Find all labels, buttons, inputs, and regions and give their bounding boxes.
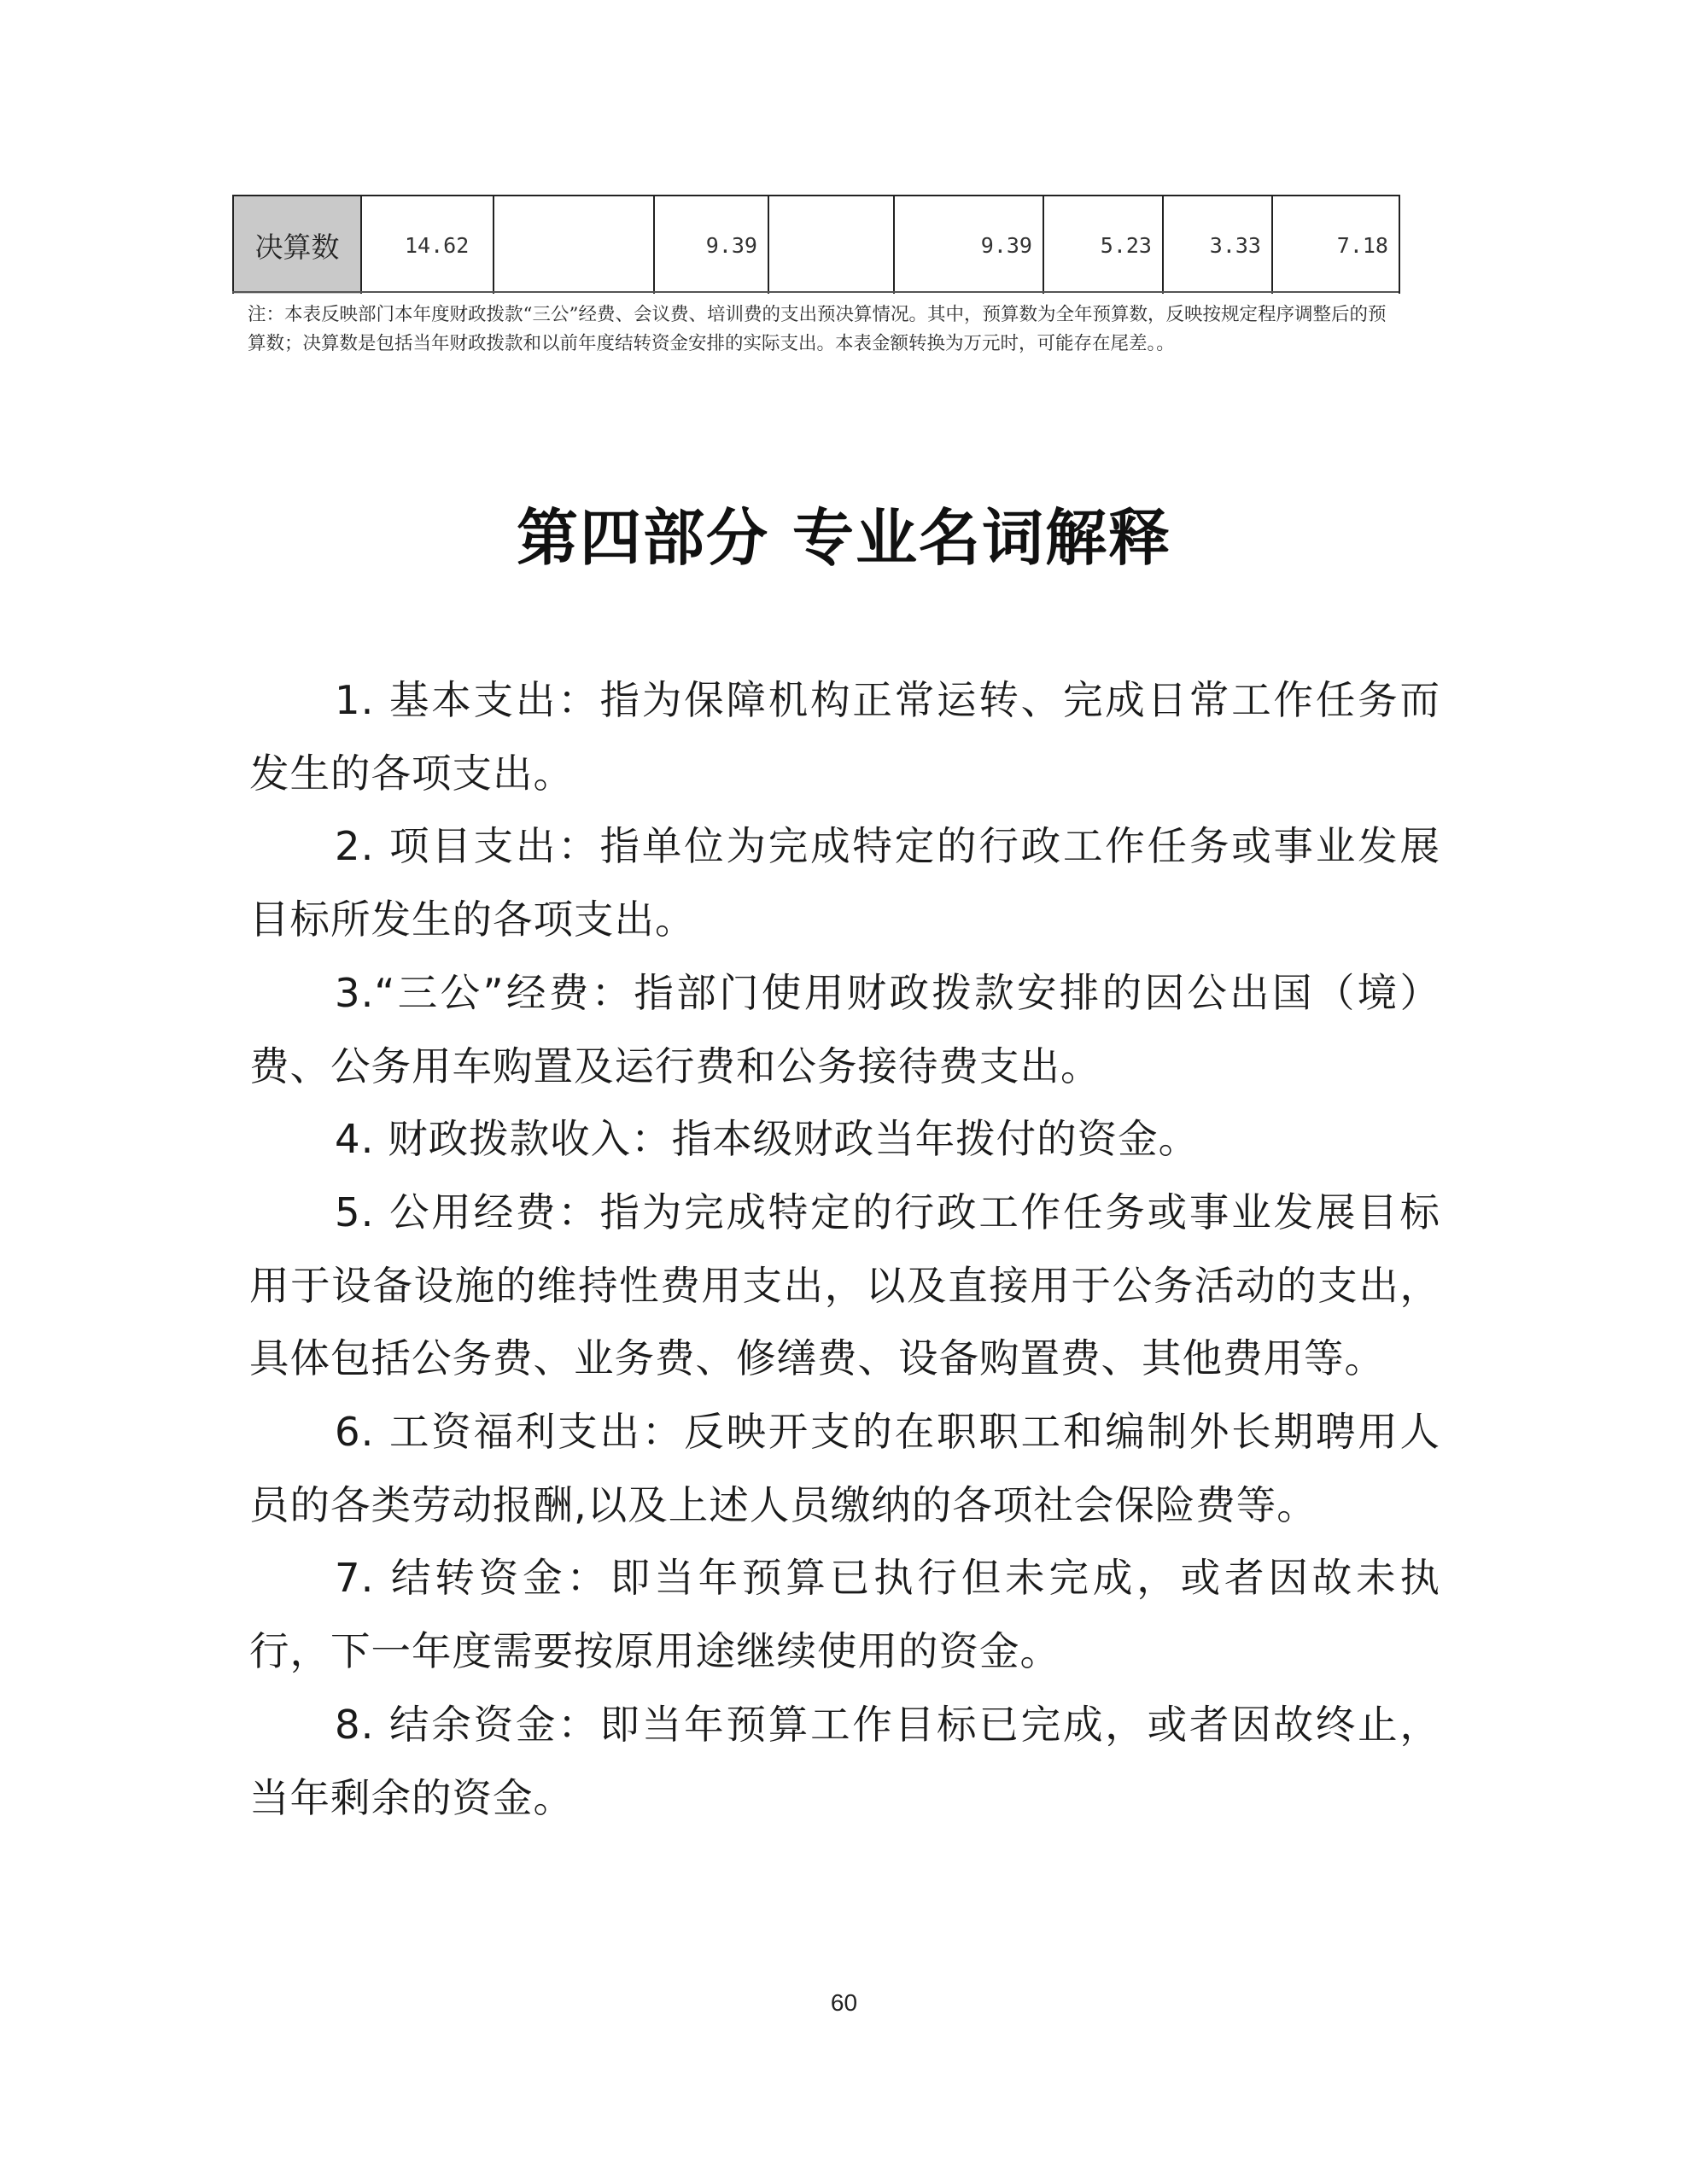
table-cell: 7.18 (1272, 196, 1399, 294)
table-note: 注：本表反映部门本年度财政拨款“三公”经费、会议费、培训费的支出预决算情况。其中，预算数为全年预算数，反映按规定程序调整后的预算数；决算数是包括当年财政拨款和以前年度结转资金安排的实际支出。本表金额转换为万元时，可能存在尾差。。 (248, 304, 1387, 354)
definition-item (249, 1103, 1440, 1177)
definition-text: 即当年预算已执行但未完成，或者因故未执行，下一年度需要按原用途继续使用的资金。 (249, 1555, 1440, 1675)
table-cell: 3.33 (1163, 196, 1272, 294)
definition-term: 8. 结余资金： (335, 1701, 600, 1748)
definition-text: 指为完成特定的行政工作任务或事业发展目标用于设备设施的维持性费用支出，以及直接用于公务活动的支出，具体包括公务费、业务费、修缮费、设备购置费、其他费用等。 (249, 1188, 1440, 1382)
table-row (233, 196, 1399, 294)
definition-term: 6. 工资福利支出： (335, 1409, 685, 1456)
table-cell: 9.39 (894, 196, 1043, 294)
budget-table-fragment (232, 195, 1400, 294)
definition-term: 4. 财政拨款收入： (335, 1116, 672, 1163)
definition-text: 指本级财政当年拨付的资金。 (671, 1116, 1200, 1163)
definition-term: 2. 项目支出： (335, 823, 600, 870)
definition-text: 指单位为完成特定的行政工作任务或事业发展目标所发生的各项支出。 (249, 823, 1440, 943)
table-cell (768, 196, 894, 294)
definition-text: 指部门使用财政拨款安排的因公出国（境）费、公务用车购置及运行费和公务接待费支出。 (249, 969, 1441, 1089)
table-cell (494, 196, 654, 294)
definition-item (249, 664, 1440, 810)
definition-text: 指为保障机构正常运转、完成日常工作任务而发生的各项支出。 (249, 677, 1440, 797)
definition-item (249, 1542, 1440, 1688)
table-cell: 14.62 (361, 196, 494, 294)
definition-term: 7. 结转资金： (335, 1555, 610, 1602)
definition-text: 反映开支的在职职工和编制外长期聘用人员的各类劳动报酬,以及上述人员缴纳的各项社会保险费等。 (249, 1409, 1441, 1528)
definition-item (249, 810, 1440, 956)
section-heading: 第四部分 专业名词解释 (516, 501, 1172, 574)
page-number: 60 (830, 1989, 858, 2016)
table-bottom-rule (232, 291, 1399, 293)
definition-item (249, 1177, 1440, 1396)
definition-term: 3.“三公”经费： (335, 969, 634, 1016)
definition-item (249, 1689, 1440, 1835)
table-cell: 9.39 (654, 196, 768, 294)
table-cell: 5.23 (1043, 196, 1163, 294)
row-header-final-amount: 决算数 (233, 196, 361, 294)
definition-term: 1. 基本支出： (335, 677, 600, 723)
definition-item (249, 1396, 1440, 1542)
definition-term: 5. 公用经费： (335, 1188, 600, 1235)
definition-text: 即当年预算工作目标已完成，或者因故终止，当年剩余的资金。 (249, 1701, 1440, 1821)
definition-list (249, 664, 1440, 1835)
definition-item (249, 957, 1440, 1103)
